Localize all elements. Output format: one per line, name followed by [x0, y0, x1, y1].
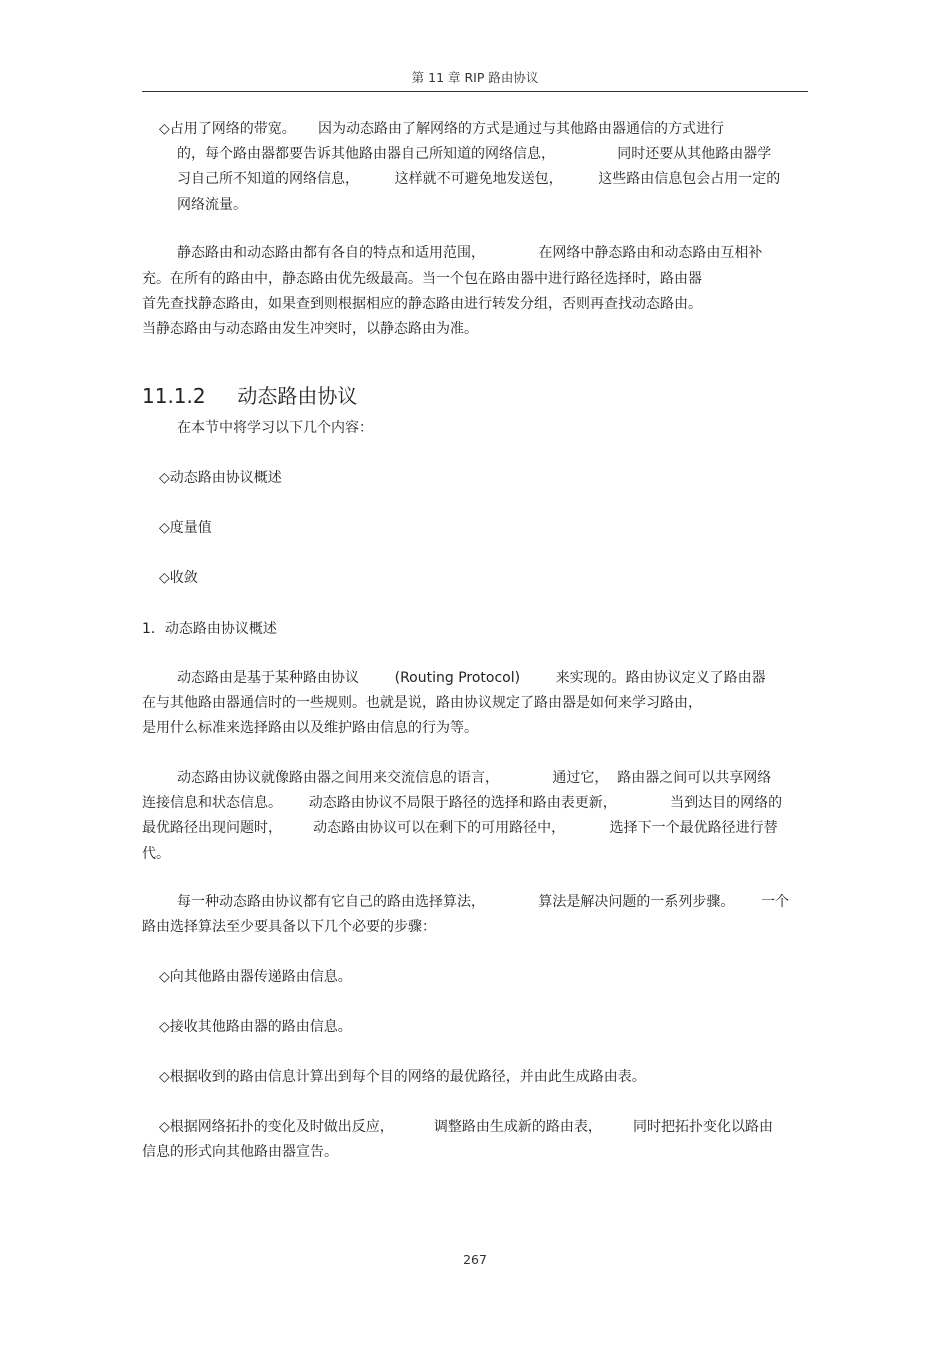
text-line: 最优路径出现问题时， 动态路由协议可以在剩下的可用路径中， 选择下一个最优路径进行替 [142, 820, 778, 836]
text-line: 连接信息和状态信息。 动态路由协议不局限于路径的选择和路由表更新， 当到达目的网络的 [142, 795, 783, 811]
text-line: 在本节中将学习以下几个内容： [177, 420, 373, 436]
text-line: 代。 [142, 846, 170, 862]
text-line: ◇占用了网络的带宽。 因为动态路由了解网络的方式是通过与其他路由器通信的方式进行 [159, 121, 725, 137]
text-line: 每一种动态路由协议都有它自己的路由选择算法， 算法是解决问题的一系列步骤。 一个 [177, 894, 790, 910]
text-line: 静态路由和动态路由都有各自的特点和适用范围， 在网络中静态路由和动态路由互相补 [177, 245, 763, 261]
list-item: ◇接收其他路由器的路由信息。 [159, 1019, 352, 1035]
text-line: 信息的形式向其他路由器宣告。 [142, 1144, 338, 1160]
text-line: 路由选择算法至少要具备以下几个必要的步骤： [142, 919, 436, 935]
text-line: 习自己所不知道的网络信息， 这样就不可避免地发送包， 这些路由信息包会占用一定的 [177, 171, 781, 187]
section-heading: 11.1.2 动态路由协议 [142, 384, 358, 408]
text-line: 网络流量。 [177, 197, 247, 213]
list-item: ◇向其他路由器传递路由信息。 [159, 969, 352, 985]
list-item: ◇根据网络拓扑的变化及时做出反应， 调整路由生成新的路由表， 同时把拓扑变化以路由 [159, 1119, 773, 1135]
subsection-title: 1．动态路由协议概述 [142, 621, 277, 637]
list-item: ◇根据收到的路由信息计算出到每个目的网络的最优路径，并由此生成路由表。 [159, 1069, 646, 1085]
text-line: 当静态路由与动态路由发生冲突时，以静态路由为准。 [142, 321, 478, 337]
list-item: ◇收敛 [159, 570, 198, 586]
header-rule [142, 91, 808, 92]
text-line: 动态路由协议就像路由器之间用来交流信息的语言， 通过它， 路由器之间可以共享网络 [177, 770, 772, 786]
list-item: ◇动态路由协议概述 [159, 470, 282, 486]
text-line: 首先查找静态路由，如果查到则根据相应的静态路由进行转发分组，否则再查找动态路由。 [142, 296, 702, 312]
text-line: 动态路由是基于某种路由协议 (Routing Protocol) 来实现的。路由协议定义了路由器 [177, 670, 766, 686]
text-line: 是用什么标准来选择路由以及维护路由信息的行为等。 [142, 720, 478, 736]
page-number: 267 [463, 1252, 487, 1267]
text-line: 的，每个路由器都要告诉其他路由器自己所知道的网络信息， 同时还要从其他路由器学 [177, 146, 772, 162]
list-item: ◇度量值 [159, 520, 212, 536]
text-line: 充。在所有的路由中，静态路由优先级最高。当一个包在路由器中进行路径选择时，路由器 [142, 271, 702, 287]
running-header: 第 11 章 RIP 路由协议 [411, 70, 539, 85]
text-line: 在与其他路由器通信时的一些规则。也就是说，路由协议规定了路由器是如何来学习路由， [142, 695, 702, 711]
